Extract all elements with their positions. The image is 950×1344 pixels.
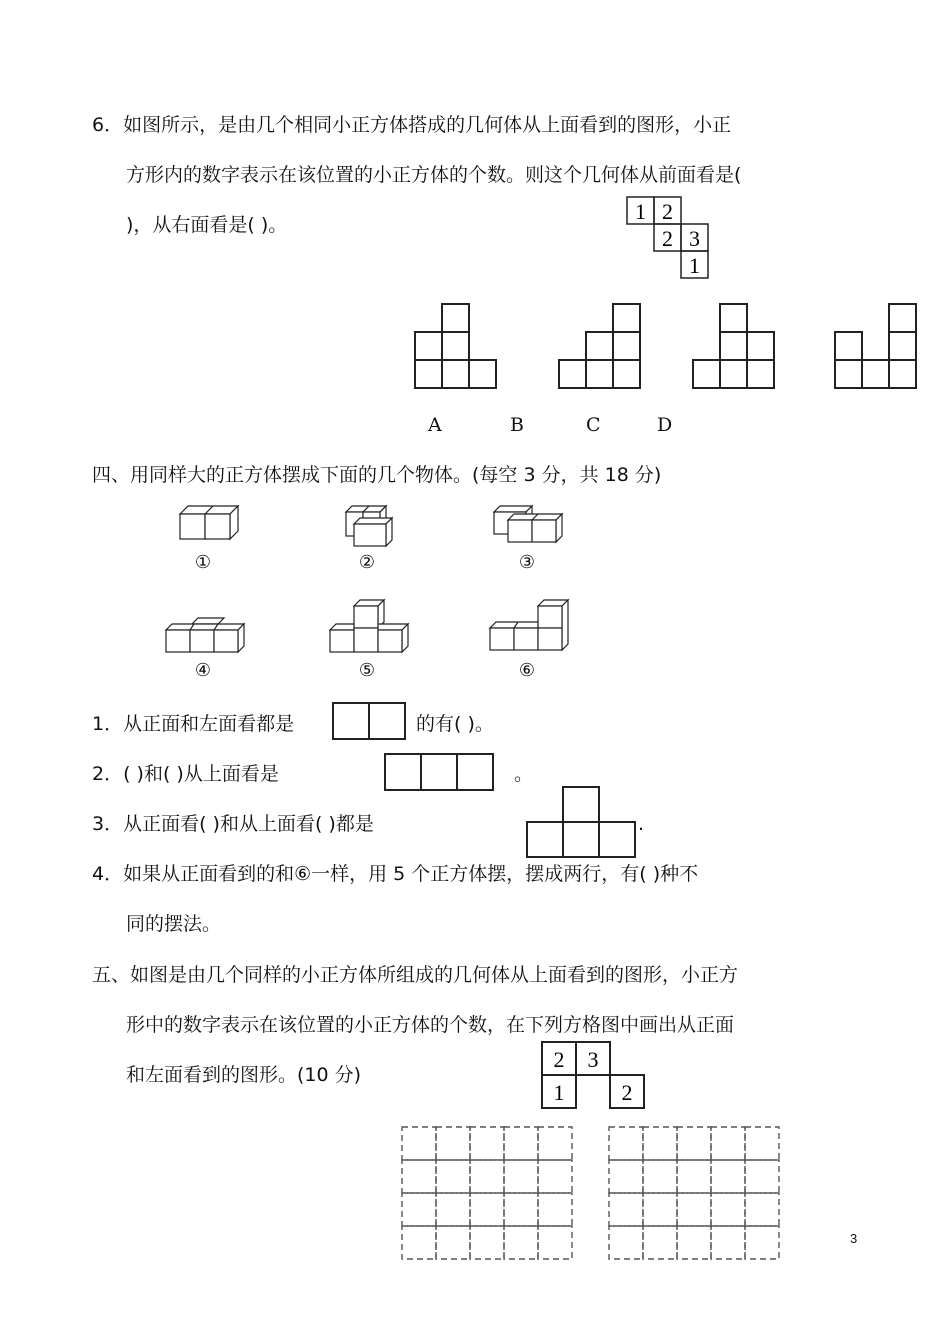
grid-cell[interactable] [643, 1127, 677, 1160]
q6-cell-number: 1 [635, 199, 646, 224]
q6-cell-number: 3 [689, 226, 700, 251]
grid-cell[interactable] [711, 1160, 745, 1193]
grid-cell[interactable] [504, 1226, 538, 1259]
q6-line2: 方形内的数字表示在该位置的小正方体的个数。则这个几何体从前面看是( [126, 164, 742, 186]
q6-option-figure-d [834, 303, 924, 393]
grid-cell[interactable] [436, 1160, 470, 1193]
grid-cell[interactable] [504, 1127, 538, 1160]
grid-cell[interactable] [504, 1193, 538, 1226]
grid-cell[interactable] [538, 1193, 572, 1226]
left-view-drawing-grid[interactable] [608, 1126, 782, 1260]
q6-option-label: B [510, 414, 524, 436]
section4-title: 四、用同样大的正方体摆成下面的几个物体。(每空 3 分，共 18 分) [92, 464, 662, 486]
grid-cell[interactable] [436, 1127, 470, 1160]
figure-label-2: ② [358, 552, 376, 573]
sec4-q3-text: 3．从正面看( )和从上面看( )都是 [92, 813, 374, 835]
grid-cell[interactable] [643, 1193, 677, 1226]
q6-option-label: A [428, 414, 442, 436]
q6-option-label: D [657, 414, 673, 436]
grid-cell[interactable] [745, 1160, 779, 1193]
grid-cell[interactable] [609, 1127, 643, 1160]
grid-cell[interactable] [745, 1127, 779, 1160]
grid-cell[interactable] [402, 1160, 436, 1193]
grid-cell[interactable] [504, 1160, 538, 1193]
sec4-q2-text: 2．( )和( )从上面看是 [92, 763, 279, 785]
front-view-drawing-grid[interactable] [401, 1126, 575, 1260]
sec5-top-view-figure [541, 1041, 647, 1111]
sec4-q4-line1: 4．如果从正面看到的和⑥一样，用 5 个正方体摆，摆成两行，有( )种不 [92, 863, 699, 885]
grid-cell[interactable] [609, 1160, 643, 1193]
figure-label-4: ④ [194, 660, 212, 681]
sec5-cell-number: 2 [553, 1047, 565, 1072]
two-square-view-figure [332, 702, 408, 742]
cube-figure-6 [490, 598, 575, 654]
figure-label-1: ① [194, 552, 212, 573]
sec5-line2: 形中的数字表示在该位置的小正方体的个数，在下列方格图中画出从正面 [126, 1014, 735, 1036]
sec5-line3: 和左面看到的图形。(10 分) [126, 1064, 362, 1086]
q6-option-label: C [586, 414, 601, 436]
figure-label-3: ③ [518, 552, 536, 573]
q6-top-view-figure [626, 196, 716, 286]
grid-cell[interactable] [711, 1226, 745, 1259]
grid-cell[interactable] [745, 1226, 779, 1259]
grid-cell[interactable] [402, 1226, 436, 1259]
grid-cell[interactable] [609, 1226, 643, 1259]
figure-label-5: ⑤ [358, 660, 376, 681]
grid-cell[interactable] [745, 1193, 779, 1226]
q6-cell-number: 2 [662, 226, 673, 251]
grid-cell[interactable] [643, 1160, 677, 1193]
grid-cell[interactable] [677, 1193, 711, 1226]
q6-option-figure-b [558, 303, 648, 393]
sec5-cell-number: 3 [587, 1047, 599, 1072]
q6-line1: 6．如图所示，是由几个相同小正方体搭成的几何体从上面看到的图形，小正 [92, 114, 732, 136]
grid-cell[interactable] [402, 1127, 436, 1160]
sec4-q4-line2: 同的摆法。 [126, 913, 222, 935]
cube-figure-5 [330, 598, 415, 654]
q6-cell-number: 1 [689, 253, 700, 278]
grid-cell[interactable] [436, 1226, 470, 1259]
grid-cell[interactable] [538, 1226, 572, 1259]
sec5-cell-number: 2 [621, 1080, 633, 1105]
grid-cell[interactable] [538, 1127, 572, 1160]
sec4-q2-end: 。 [514, 763, 534, 785]
grid-cell[interactable] [677, 1226, 711, 1259]
t-shape-view-figure [526, 786, 638, 860]
grid-cell[interactable] [677, 1160, 711, 1193]
grid-cell[interactable] [711, 1193, 745, 1226]
grid-cell[interactable] [470, 1127, 504, 1160]
grid-cell[interactable] [711, 1127, 745, 1160]
grid-cell[interactable] [436, 1193, 470, 1226]
grid-cell[interactable] [470, 1160, 504, 1193]
sec4-q1-text: 1．从正面和左面看都是 [92, 713, 295, 735]
grid-cell[interactable] [538, 1160, 572, 1193]
cube-figure-2 [340, 504, 410, 549]
sec4-q3-end: . [638, 813, 645, 835]
q6-cell-number: 2 [662, 199, 673, 224]
grid-cell[interactable] [677, 1127, 711, 1160]
cube-figure-1 [180, 504, 250, 544]
grid-cell[interactable] [643, 1226, 677, 1259]
q6-line3: )，从右面看是( )。 [126, 214, 288, 236]
page-number: 3 [850, 1231, 858, 1246]
figure-label-6: ⑥ [518, 660, 536, 681]
sec5-line1: 五、如图是由几个同样的小正方体所组成的几何体从上面看到的图形，小正方 [92, 964, 739, 986]
sec4-q1-answer: 的有( )。 [416, 713, 494, 735]
sec5-cell-number: 1 [553, 1080, 565, 1105]
q6-option-figure-a [414, 303, 504, 393]
cube-figure-3 [492, 504, 567, 544]
grid-cell[interactable] [402, 1193, 436, 1226]
three-square-view-figure [384, 753, 494, 793]
grid-cell[interactable] [609, 1193, 643, 1226]
grid-cell[interactable] [470, 1226, 504, 1259]
cube-figure-4 [166, 612, 251, 654]
grid-cell[interactable] [470, 1193, 504, 1226]
q6-option-figure-c [692, 303, 782, 393]
